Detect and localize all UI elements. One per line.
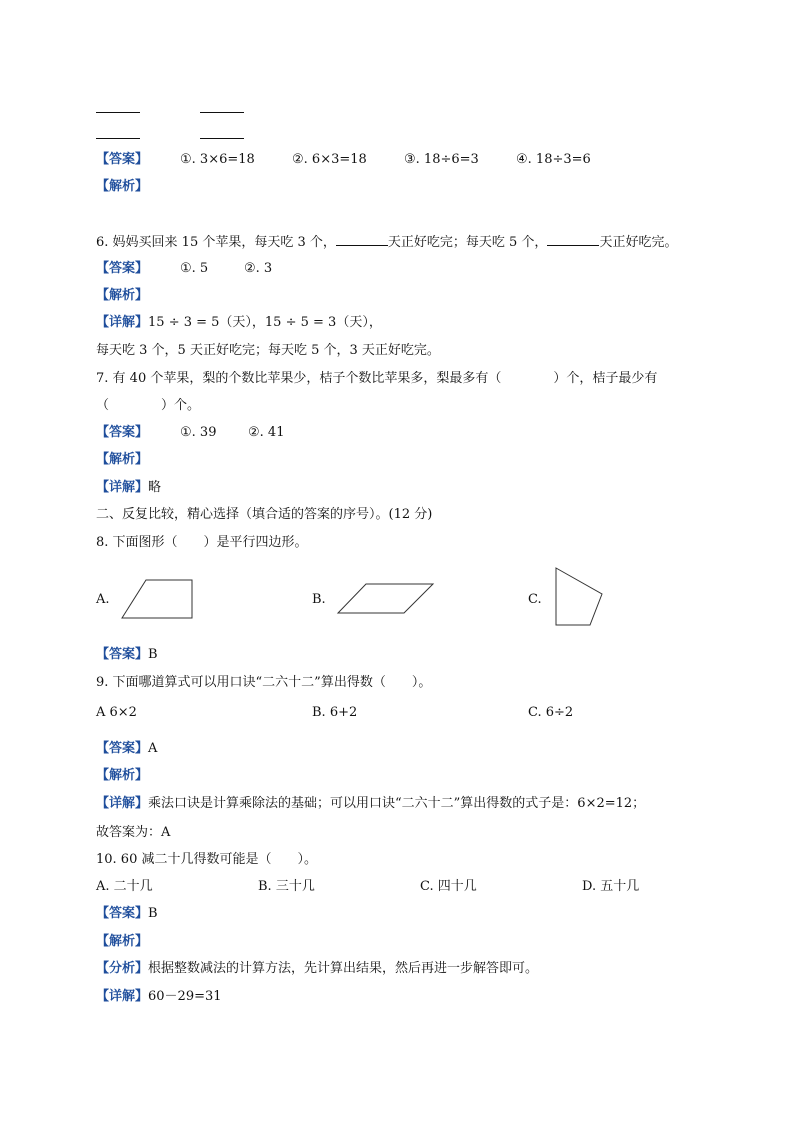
q8-answer-row — [96, 646, 158, 664]
analysis-tag: 【解析】 — [96, 934, 149, 949]
q5-answer-4: ④. 18÷3=6 — [516, 152, 591, 167]
q10-fenxi-text: 根据整数减法的计算方法，先计算出结果，然后再进一步解答即可。 — [148, 961, 539, 976]
q6-text-a: 6. 妈妈买回来 15 个苹果，每天吃 3 个， — [96, 235, 336, 250]
q9-detail — [96, 795, 645, 813]
blank-line — [200, 126, 244, 139]
blank-line — [96, 100, 140, 113]
q7-question: 7. 有 40 个苹果，梨的个数比苹果少，桔子个数比苹果多，梨最多有（ ）个，桔子最少有 — [96, 371, 658, 386]
q10-answer: B — [148, 906, 158, 921]
q6-question — [96, 233, 677, 252]
q9-option-c: C. 6÷2 — [528, 705, 574, 720]
q9-answer: A — [148, 741, 158, 756]
q6-answer-2: ②. 3 — [244, 261, 273, 276]
detail-tag: 【详解】 — [96, 989, 149, 1004]
q9-question: 9. 下面哪道算式可以用口诀“二六十二”算出得数（ ）。 — [96, 675, 432, 690]
q8-option-b-label: B. — [312, 592, 326, 607]
q5-analysis — [96, 178, 148, 196]
analysis-tag: 【解析】 — [96, 179, 149, 194]
q9-option-b: B. 6+2 — [312, 705, 358, 720]
q5-answer-2: ②. 6×3=18 — [292, 152, 367, 167]
q10-analysis — [96, 933, 148, 951]
detail-tag: 【详解】 — [96, 315, 149, 330]
q6-detail-2: 每天吃 3 个，5 天正好吃完；每天吃 5 个，3 天正好吃完。 — [96, 343, 440, 358]
q10-fenxi — [96, 960, 538, 978]
q6-text-b: 天正好吃完；每天吃 5 个， — [387, 235, 548, 250]
q6-detail-text: 15 ÷ 3 = 5（天），15 ÷ 5 = 3（天）， — [148, 315, 382, 330]
q8-option-c-label: C. — [528, 592, 542, 607]
answer-tag: 【答案】 — [96, 152, 149, 167]
detail-tag: 【详解】 — [96, 796, 149, 811]
parallelogram-figure — [336, 582, 436, 616]
q7-answer-row — [96, 424, 148, 442]
blank-line — [96, 126, 140, 139]
answer-tag: 【答案】 — [96, 741, 149, 756]
q8-option-a-label: A. — [96, 592, 110, 607]
q8-question: 8. 下面图形（ ）是平行四边形。 — [96, 535, 308, 550]
q10-answer-row — [96, 905, 158, 923]
analysis-tag: 【解析】 — [96, 452, 149, 467]
q6-answer-1: ①. 5 — [180, 261, 209, 276]
q10-question: 10. 60 减二十几得数可能是（ ）。 — [96, 852, 317, 867]
q7-answer-2: ②. 41 — [248, 425, 285, 440]
answer-tag: 【答案】 — [96, 425, 149, 440]
q10-detail-text: 60－29=31 — [148, 989, 222, 1004]
q7-detail — [96, 479, 161, 497]
q6-answer-row — [96, 260, 148, 278]
trapezoid-figure — [120, 578, 196, 620]
q7-analysis — [96, 451, 148, 469]
q5-answer-3: ③. 18÷6=3 — [404, 152, 479, 167]
q10-option-a: A. 二十几 — [96, 879, 153, 894]
q5-answer-row — [96, 151, 148, 169]
q7-question-2: （ ）个。 — [96, 398, 201, 413]
fenxi-tag: 【分析】 — [96, 961, 149, 976]
q10-option-c: C. 四十几 — [420, 879, 477, 894]
answer-tag: 【答案】 — [96, 906, 149, 921]
q6-detail — [96, 314, 382, 332]
q9-detail-text: 乘法口诀是计算乘除法的基础；可以用口诀“二六十二”算出得数的式子是：6×2=12； — [148, 796, 646, 811]
q10-detail — [96, 988, 222, 1006]
detail-tag: 【详解】 — [96, 480, 149, 495]
analysis-tag: 【解析】 — [96, 288, 149, 303]
q6-blank-1 — [336, 233, 388, 246]
q9-answer-row — [96, 740, 157, 758]
q8-answer: B — [148, 647, 158, 662]
q6-text-c: 天正好吃完。 — [599, 235, 678, 250]
q5-answer-1: ①. 3×6=18 — [180, 152, 255, 167]
blank-line — [200, 100, 244, 113]
section-heading: 二、反复比较，精心选择（填合适的答案的序号）。(12 分) — [96, 507, 433, 522]
analysis-tag: 【解析】 — [96, 768, 149, 783]
answer-tag: 【答案】 — [96, 647, 149, 662]
q6-blank-2 — [547, 233, 599, 246]
answer-tag: 【答案】 — [96, 261, 149, 276]
q9-option-a: A 6×2 — [96, 705, 137, 720]
q9-analysis — [96, 767, 148, 785]
q6-analysis — [96, 287, 148, 305]
q9-detail-2: 故答案为：A — [96, 825, 171, 840]
q10-option-d: D. 五十几 — [582, 879, 640, 894]
q7-detail-text: 略 — [148, 480, 162, 495]
q10-option-b: B. 三十几 — [258, 879, 315, 894]
q7-answer-1: ①. 39 — [180, 425, 217, 440]
pentagon-figure — [553, 566, 605, 628]
